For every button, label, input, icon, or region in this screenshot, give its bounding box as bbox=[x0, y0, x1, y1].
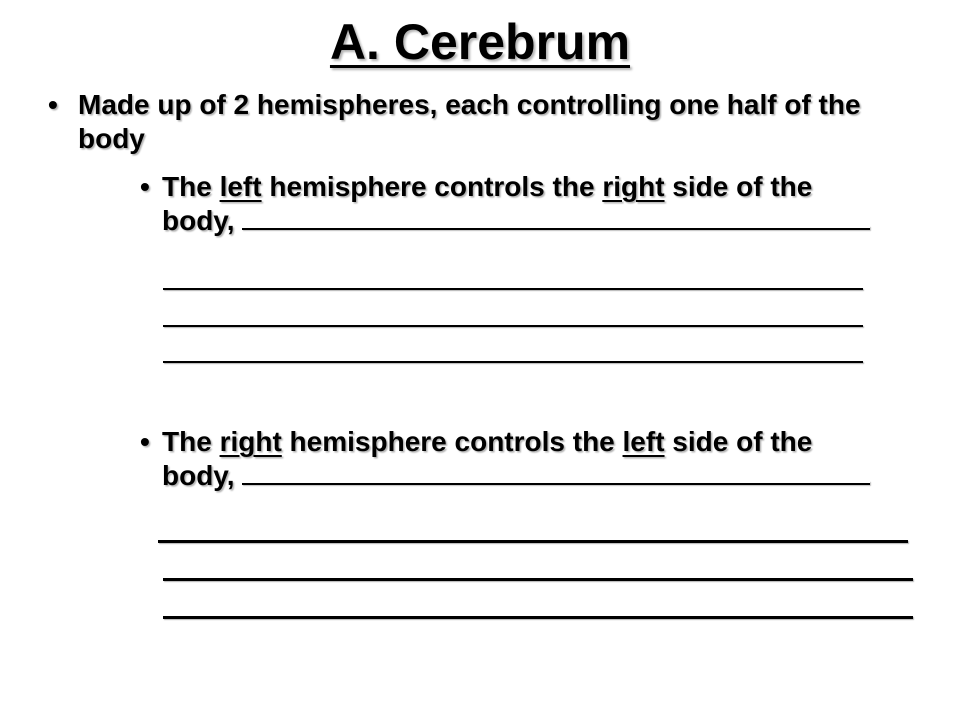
fill-in-blank bbox=[242, 481, 870, 485]
slide-title: A. Cerebrum bbox=[329, 14, 631, 70]
fill-in-blank-line bbox=[163, 616, 913, 619]
bullet-hemispheres: Made up of 2 hemispheres, each controlling one half of the body bbox=[78, 89, 861, 154]
bullet-marker: • bbox=[48, 89, 58, 120]
fill-in-blank-line bbox=[163, 325, 863, 327]
bullet-text-part: side of the body, bbox=[162, 171, 813, 236]
bullet-text-part: hemisphere controls the bbox=[281, 426, 623, 457]
fill-in-blank-line bbox=[163, 288, 863, 290]
bullet-marker: • bbox=[140, 426, 150, 457]
bullet-text-part: hemisphere controls the bbox=[261, 171, 603, 202]
underlined-word-left: left bbox=[219, 171, 262, 202]
fill-in-blank-line bbox=[163, 578, 913, 581]
bullet-right-hemisphere bbox=[162, 425, 882, 493]
fill-in-blank bbox=[242, 226, 870, 230]
bullet-text-part: The bbox=[162, 171, 220, 202]
fill-in-blank-line bbox=[158, 540, 908, 543]
underlined-word-right: right bbox=[602, 171, 665, 202]
underlined-word-right: right bbox=[219, 426, 282, 457]
bullet-marker: • bbox=[140, 171, 150, 202]
bullet-text-part: The bbox=[162, 426, 220, 457]
bullet-left-hemisphere bbox=[162, 170, 882, 238]
bullet-text-part: side of the body, bbox=[162, 426, 813, 491]
underlined-word-left: left bbox=[622, 426, 665, 457]
fill-in-blank-line bbox=[163, 361, 863, 363]
